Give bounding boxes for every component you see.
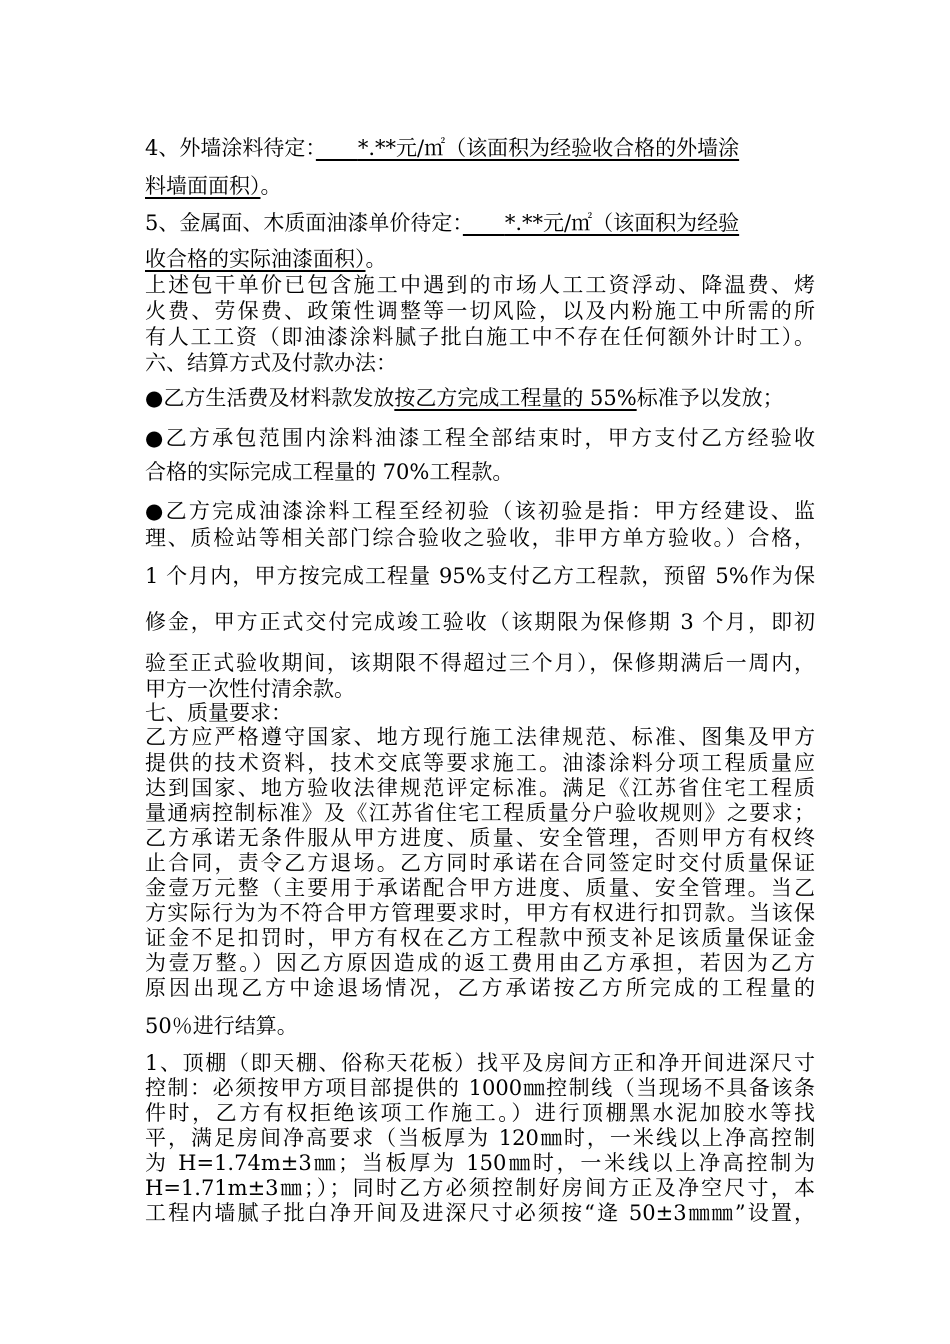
risk-para-line-3: 有人工工资（即油漆涂料腻子批白施工中不存在任何额外计时工）。 <box>145 325 815 349</box>
item4-suffix: 。 <box>260 174 282 198</box>
item1-para-line-2: 控制：必须按甲方项目部提供的 1000㎜控制线（当现场不具备该条 <box>145 1076 815 1100</box>
bullet2-line-1: ●乙方承包范围内涂料油漆工程全部结束时，甲方支付乙方经验收 <box>145 426 815 450</box>
item1-para-line-7: 工程内墙腻子批白净开间及进深尺寸必须按“逄 50±3㎜㎜”设置， <box>145 1201 815 1225</box>
bullet1-line <box>145 385 815 411</box>
section7-heading: 七、质量要求： <box>145 701 292 725</box>
bullet3-line-3: 1 个月内，甲方按完成工程量 95%支付乙方工程款，预留 5%作为保 <box>145 564 815 588</box>
item1-para-line-6: H=1.71m±3㎜；）；同时乙方必须控制好房间方正及净空尺寸，本 <box>145 1176 815 1200</box>
bullet3-line-1: ●乙方完成油漆涂料工程至经初验（该初验是指：甲方经建设、监 <box>145 499 815 523</box>
bullet3-line-4: 修金，甲方正式交付完成竣工验收（该期限为保修期 3 个月，即初 <box>145 610 815 634</box>
item5-prefix: 5、金属面、木质面油漆单价待定： <box>145 211 463 235</box>
item4-underlined-text-1: *.**元/㎡（该面积为经验收合格的外墙涂 <box>357 136 740 160</box>
quality-para-line-2: 提供的技术资料，技术交底等要求施工。油漆涂料分项工程质量应 <box>145 751 815 775</box>
item5-underlined-text-2: 收合格的实际油漆面积） <box>145 247 366 271</box>
item4-line1 <box>145 135 815 161</box>
quality-para-line-3: 达到国家、地方验收法律规范评定标准。满足《江苏省住宅工程质 <box>145 776 815 800</box>
quality-para-line-8: 方实际行为为不符合甲方管理要求时，甲方有权进行扣罚款。当该保 <box>145 901 815 925</box>
bullet3-line-2: 理、质检站等相关部门综合验收之验收，非甲方单方验收。）合格， <box>145 526 815 550</box>
item5-blank <box>463 211 505 235</box>
item4-line2 <box>145 173 815 199</box>
item4-prefix: 4、外墙涂料待定： <box>145 136 316 160</box>
item1-para-line-4: 平，满足房间净高要求（当板厚为 120㎜时，一米线以上净高控制 <box>145 1126 815 1150</box>
bullet1-pre: ●乙方生活费及材料款发放 <box>145 386 395 410</box>
quality-para-line-10: 为壹万整。）因乙方原因造成的返工费用由乙方承担，若因为乙方 <box>145 951 815 975</box>
item5-suffix: 。 <box>365 247 387 271</box>
section6-heading: 六、结算方式及付款办法： <box>145 351 397 375</box>
item1-para-line-5: 为 H=1.74m±3㎜；当板厚为 150㎜时，一米线以上净高控制为 <box>145 1151 815 1175</box>
quality-para-line-12: 50％进行结算。 <box>145 1014 298 1038</box>
item1-para-line-1: 1、顶棚（即天棚、俗称天花板）找平及房间方正和净开间进深尺寸 <box>145 1051 815 1075</box>
quality-para-line-1: 乙方应严格遵守国家、地方现行施工法律规范、标准、图集及甲方 <box>145 725 815 749</box>
item5-underlined-text-1: *.**元/㎡（该面积为经验 <box>504 211 740 235</box>
risk-para-line-1: 上述包干单价已包含施工中遇到的市场人工工资浮动、降温费、烤 <box>145 273 815 297</box>
bullet3-line-6: 甲方一次性付清余款。 <box>145 677 355 701</box>
quality-para-line-4: 量通病控制标准》及《江苏省住宅工程质量分户验收规则》之要求； <box>145 801 815 825</box>
item1-para-line-3: 件时，乙方有权拒绝该项工作施工。）进行顶棚黑水泥加胶水等找 <box>145 1101 815 1125</box>
risk-para-line-2: 火费、劳保费、政策性调整等一切风险，以及内粉施工中所需的所 <box>145 299 815 323</box>
bullet1-post: 标准予以发放； <box>636 386 784 410</box>
quality-para-line-5: 乙方承诺无条件服从甲方进度、质量、安全管理，否则甲方有权终 <box>145 826 815 850</box>
bullet3-line-5: 验至正式验收期间，该期限不得超过三个月），保修期满后一周内， <box>145 651 815 675</box>
item5-line2 <box>145 246 815 272</box>
item4-blank <box>316 136 358 160</box>
bullet1-underlined: 按乙方完成工程量的 55% <box>394 386 637 410</box>
quality-para-line-11: 原因出现乙方中途退场情况，乙方承诺按乙方所完成的工程量的 <box>145 976 815 1000</box>
quality-para-line-9: 证金不足扣罚时，甲方有权在乙方工程款中预支补足该质量保证金 <box>145 926 815 950</box>
quality-para-line-6: 止合同，责令乙方退场。乙方同时承诺在合同签定时交付质量保证 <box>145 851 815 875</box>
item4-underlined-text-2: 料墙面面积） <box>145 174 261 198</box>
bullet2-line-2: 合格的实际完成工程量的 70%工程款。 <box>145 460 514 484</box>
quality-para-line-7: 金壹万元整（主要用于承诺配合甲方进度、质量、安全管理。当乙 <box>145 876 815 900</box>
item5-line1 <box>145 210 815 236</box>
